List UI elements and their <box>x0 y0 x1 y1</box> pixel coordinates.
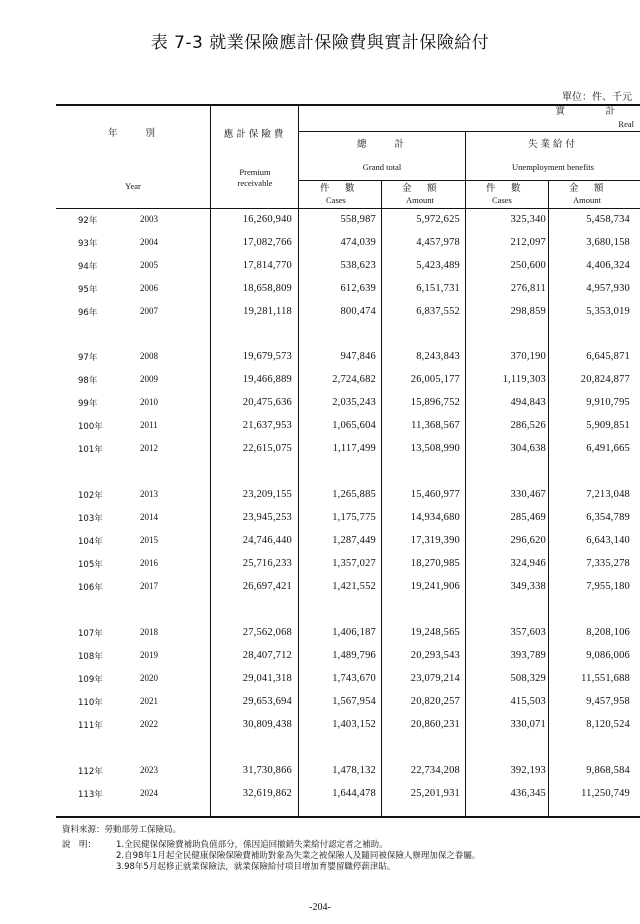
cell-unemp-cases: 1,119,303 <box>502 374 546 385</box>
cell-grand-amount: 6,837,552 <box>416 306 460 317</box>
cell-roc-year: 105年 <box>78 560 103 570</box>
cell-premium: 31,730,866 <box>242 765 292 776</box>
cell-roc-year: 107年 <box>78 629 103 639</box>
cell-ad-year: 2017 <box>140 581 158 591</box>
header-unemp-en: Unemployment benefits <box>512 162 594 172</box>
cell-unemp-cases: 304,638 <box>510 443 546 454</box>
cell-ad-year: 2004 <box>140 237 158 247</box>
header-real-en: Real <box>618 119 634 129</box>
note-line: 3.98年5月起修正就業保險法，就業保險給付項目增加育嬰留職停薪津貼。 <box>116 862 396 872</box>
page-title: 表 7-3 就業保險應計保險費與實計保險給付 <box>150 33 490 53</box>
header-grand-amount-cn: 金 額 <box>402 183 440 194</box>
table-row <box>0 489 640 505</box>
table-row <box>0 283 640 299</box>
cell-ad-year: 2021 <box>140 696 158 706</box>
header-divider-sub <box>298 180 640 181</box>
cell-roc-year: 100年 <box>78 422 103 432</box>
cell-grand-cases: 1,065,604 <box>332 420 376 431</box>
header-unemp-amount-cn: 金 額 <box>569 183 607 194</box>
header-divider-grand <box>298 131 640 132</box>
cell-roc-year: 113年 <box>78 790 103 800</box>
cell-premium: 23,945,253 <box>242 512 292 523</box>
cell-grand-cases: 1,403,152 <box>332 719 376 730</box>
header-unemp-amount-en: Amount <box>573 195 601 205</box>
unit-label: 單位：件、千元 <box>562 92 632 103</box>
cell-roc-year: 106年 <box>78 583 103 593</box>
cell-grand-cases: 1,421,552 <box>332 581 376 592</box>
cell-grand-amount: 20,293,543 <box>410 650 460 661</box>
cell-ad-year: 2024 <box>140 788 158 798</box>
table-row <box>0 214 640 230</box>
table-row <box>0 512 640 528</box>
table-row <box>0 443 640 459</box>
cell-grand-amount: 15,896,752 <box>410 397 460 408</box>
cell-unemp-cases: 357,603 <box>510 627 546 638</box>
cell-grand-amount: 26,005,177 <box>410 374 460 385</box>
cell-unemp-cases: 296,620 <box>510 535 546 546</box>
cell-ad-year: 2016 <box>140 558 158 568</box>
cell-unemp-amount: 4,957,930 <box>586 283 630 294</box>
table-row <box>0 765 640 781</box>
cell-ad-year: 2008 <box>140 351 158 361</box>
col-divider-grand <box>465 131 466 817</box>
cell-unemp-amount: 3,680,158 <box>586 237 630 248</box>
header-unemp-cases-cn: 件 數 <box>486 183 524 194</box>
header-grand-cn: 總 計 <box>356 139 407 150</box>
cell-grand-cases: 474,039 <box>340 237 376 248</box>
header-year-cn: 年 別 <box>107 128 158 139</box>
cell-roc-year: 98年 <box>78 376 98 386</box>
cell-ad-year: 2013 <box>140 489 158 499</box>
table-row <box>0 558 640 574</box>
cell-ad-year: 2012 <box>140 443 158 453</box>
header-unemp-cases-en: Cases <box>492 195 512 205</box>
table-row <box>0 581 640 597</box>
cell-grand-amount: 20,860,231 <box>410 719 460 730</box>
note-line: 2.自98年1月起全民健康保險保險費補助對象為失業之被保險人及隨同被保險人辦理加保之眷屬。 <box>116 851 481 861</box>
cell-unemp-amount: 9,457,958 <box>586 696 630 707</box>
cell-unemp-cases: 392,193 <box>510 765 546 776</box>
header-unemp-cn: 失業給付 <box>527 139 578 150</box>
cell-grand-amount: 14,934,680 <box>410 512 460 523</box>
cell-grand-amount: 6,151,731 <box>416 283 460 294</box>
cell-roc-year: 96年 <box>78 308 98 318</box>
cell-premium: 17,082,766 <box>242 237 292 248</box>
cell-roc-year: 102年 <box>78 491 103 501</box>
header-grand-amount-en: Amount <box>406 195 434 205</box>
cell-unemp-amount: 9,868,584 <box>586 765 630 776</box>
cell-grand-cases: 1,406,187 <box>332 627 376 638</box>
cell-ad-year: 2009 <box>140 374 158 384</box>
cell-grand-cases: 1,117,499 <box>332 443 376 454</box>
cell-grand-amount: 5,972,625 <box>416 214 460 225</box>
cell-unemp-amount: 20,824,877 <box>580 374 630 385</box>
cell-grand-amount: 23,079,214 <box>410 673 460 684</box>
cell-unemp-amount: 11,250,749 <box>581 788 630 799</box>
cell-grand-cases: 2,035,243 <box>332 397 376 408</box>
cell-ad-year: 2011 <box>140 420 158 430</box>
table-row <box>0 650 640 666</box>
cell-unemp-cases: 494,843 <box>510 397 546 408</box>
cell-roc-year: 94年 <box>78 262 98 272</box>
table-row <box>0 374 640 390</box>
cell-unemp-cases: 436,345 <box>510 788 546 799</box>
cell-premium: 17,814,770 <box>242 260 292 271</box>
cell-unemp-cases: 286,526 <box>510 420 546 431</box>
table-row <box>0 397 640 413</box>
header-year-en: Year <box>125 181 141 191</box>
cell-premium: 29,041,318 <box>242 673 292 684</box>
cell-grand-cases: 1,489,796 <box>332 650 376 661</box>
cell-premium: 24,746,440 <box>242 535 292 546</box>
cell-grand-amount: 17,319,390 <box>410 535 460 546</box>
cell-unemp-amount: 8,120,524 <box>586 719 630 730</box>
cell-unemp-amount: 11,551,688 <box>581 673 630 684</box>
cell-grand-amount: 18,270,985 <box>410 558 460 569</box>
table-row <box>0 788 640 804</box>
cell-unemp-cases: 324,946 <box>510 558 546 569</box>
cell-unemp-cases: 370,190 <box>510 351 546 362</box>
cell-grand-amount: 4,457,978 <box>416 237 460 248</box>
table-row <box>0 673 640 689</box>
cell-grand-amount: 15,460,977 <box>410 489 460 500</box>
cell-unemp-amount: 7,213,048 <box>586 489 630 500</box>
cell-premium: 25,716,233 <box>242 558 292 569</box>
cell-premium: 28,407,712 <box>242 650 292 661</box>
cell-roc-year: 111年 <box>78 721 103 731</box>
cell-grand-amount: 5,423,489 <box>416 260 460 271</box>
table-row <box>0 306 640 322</box>
cell-premium: 21,637,953 <box>242 420 292 431</box>
cell-grand-cases: 800,474 <box>340 306 376 317</box>
cell-roc-year: 109年 <box>78 675 103 685</box>
cell-grand-cases: 1,175,775 <box>332 512 376 523</box>
cell-ad-year: 2022 <box>140 719 158 729</box>
cell-grand-cases: 2,724,682 <box>332 374 376 385</box>
cell-unemp-cases: 508,329 <box>510 673 546 684</box>
cell-unemp-amount: 9,910,795 <box>586 397 630 408</box>
header-premium-cn: 應計保險費 <box>223 129 287 140</box>
cell-roc-year: 104年 <box>78 537 103 547</box>
cell-ad-year: 2023 <box>140 765 158 775</box>
cell-roc-year: 110年 <box>78 698 103 708</box>
cell-roc-year: 103年 <box>78 514 103 524</box>
cell-premium: 27,562,068 <box>242 627 292 638</box>
cell-ad-year: 2015 <box>140 535 158 545</box>
cell-grand-amount: 19,241,906 <box>410 581 460 592</box>
cell-unemp-cases: 393,789 <box>510 650 546 661</box>
cell-premium: 29,653,694 <box>242 696 292 707</box>
cell-unemp-amount: 6,354,789 <box>586 512 630 523</box>
cell-unemp-cases: 349,338 <box>510 581 546 592</box>
cell-ad-year: 2005 <box>140 260 158 270</box>
cell-premium: 19,679,573 <box>242 351 292 362</box>
cell-grand-cases: 947,846 <box>340 351 376 362</box>
cell-roc-year: 101年 <box>78 445 103 455</box>
cell-grand-cases: 1,265,885 <box>332 489 376 500</box>
cell-unemp-cases: 330,071 <box>510 719 546 730</box>
cell-roc-year: 108年 <box>78 652 103 662</box>
cell-grand-cases: 1,567,954 <box>332 696 376 707</box>
cell-roc-year: 97年 <box>78 353 98 363</box>
table-bottom-border <box>56 816 640 818</box>
cell-unemp-amount: 6,643,140 <box>586 535 630 546</box>
cell-unemp-cases: 212,097 <box>510 237 546 248</box>
cell-unemp-amount: 9,086,006 <box>586 650 630 661</box>
cell-unemp-cases: 415,503 <box>510 696 546 707</box>
cell-ad-year: 2018 <box>140 627 158 637</box>
cell-ad-year: 2019 <box>140 650 158 660</box>
cell-unemp-cases: 250,600 <box>510 260 546 271</box>
cell-grand-cases: 612,639 <box>340 283 376 294</box>
cell-grand-cases: 1,357,027 <box>332 558 376 569</box>
cell-roc-year: 99年 <box>78 399 98 409</box>
cell-premium: 20,475,636 <box>242 397 292 408</box>
cell-grand-amount: 19,248,565 <box>410 627 460 638</box>
cell-roc-year: 112年 <box>78 767 103 777</box>
table-row <box>0 535 640 551</box>
cell-unemp-amount: 7,955,180 <box>586 581 630 592</box>
header-premium-en-2: receivable <box>237 178 273 188</box>
cell-grand-cases: 558,987 <box>340 214 376 225</box>
cell-ad-year: 2020 <box>140 673 158 683</box>
cell-grand-cases: 1,644,478 <box>332 788 376 799</box>
table-row <box>0 351 640 367</box>
table-row <box>0 260 640 276</box>
cell-grand-cases: 1,287,449 <box>332 535 376 546</box>
cell-ad-year: 2003 <box>140 214 158 224</box>
cell-grand-amount: 25,201,931 <box>410 788 460 799</box>
cell-roc-year: 93年 <box>78 239 98 249</box>
cell-unemp-amount: 6,645,871 <box>586 351 630 362</box>
cell-unemp-amount: 8,208,106 <box>586 627 630 638</box>
table-row <box>0 627 640 643</box>
header-bottom-border <box>56 208 640 209</box>
cell-unemp-cases: 285,469 <box>510 512 546 523</box>
cell-premium: 23,209,155 <box>242 489 292 500</box>
cell-ad-year: 2006 <box>140 283 158 293</box>
header-grand-en: Grand total <box>362 162 402 172</box>
cell-ad-year: 2007 <box>140 306 158 316</box>
cell-unemp-cases: 276,811 <box>510 283 546 294</box>
cell-grand-amount: 13,508,990 <box>410 443 460 454</box>
cell-grand-amount: 8,243,843 <box>416 351 460 362</box>
cell-ad-year: 2014 <box>140 512 158 522</box>
cell-unemp-amount: 4,406,324 <box>586 260 630 271</box>
table-row <box>0 420 640 436</box>
cell-premium: 22,615,075 <box>242 443 292 454</box>
cell-grand-cases: 1,743,670 <box>332 673 376 684</box>
cell-premium: 19,466,889 <box>242 374 292 385</box>
cell-unemp-cases: 298,859 <box>510 306 546 317</box>
cell-unemp-cases: 330,467 <box>510 489 546 500</box>
cell-ad-year: 2010 <box>140 397 158 407</box>
cell-unemp-amount: 7,335,278 <box>586 558 630 569</box>
cell-grand-amount: 20,820,257 <box>410 696 460 707</box>
cell-premium: 26,697,421 <box>242 581 292 592</box>
cell-premium: 32,619,862 <box>242 788 292 799</box>
cell-premium: 16,260,940 <box>242 214 292 225</box>
header-grand-cases-en: Cases <box>326 195 346 205</box>
cell-grand-cases: 1,478,132 <box>332 765 376 776</box>
cell-unemp-amount: 5,353,019 <box>586 306 630 317</box>
table-row <box>0 237 640 253</box>
table-row <box>0 696 640 712</box>
cell-grand-amount: 22,734,208 <box>410 765 460 776</box>
cell-premium: 30,809,438 <box>242 719 292 730</box>
cell-grand-cases: 538,623 <box>340 260 376 271</box>
cell-grand-amount: 11,368,567 <box>411 420 460 431</box>
cell-unemp-cases: 325,340 <box>510 214 546 225</box>
cell-premium: 19,281,118 <box>243 306 292 317</box>
note-line: 1.全民健保保險費補助負值部分，係因追回撤銷失業給付認定者之補助。 <box>116 840 388 850</box>
header-real-cn: 實 計 <box>555 106 618 117</box>
cell-roc-year: 92年 <box>78 216 98 226</box>
header-premium-en-1: Premium <box>239 167 271 177</box>
header-grand-cases-cn: 件 數 <box>320 183 358 194</box>
cell-unemp-amount: 5,458,734 <box>586 214 630 225</box>
page-number: -204- <box>309 902 331 913</box>
cell-roc-year: 95年 <box>78 285 98 295</box>
table-row <box>0 719 640 735</box>
cell-unemp-amount: 6,491,665 <box>586 443 630 454</box>
cell-premium: 18,658,809 <box>242 283 292 294</box>
source-note: 資料來源：勞動部勞工保險局。 <box>62 825 182 835</box>
notes-label: 說 明： <box>62 840 97 850</box>
cell-unemp-amount: 5,909,851 <box>586 420 630 431</box>
